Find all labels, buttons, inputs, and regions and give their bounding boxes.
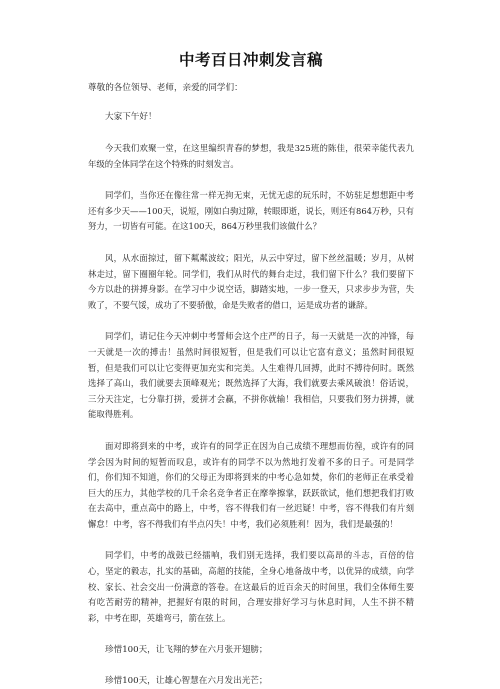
closing-line: 珍惜100天，让飞翔的梦在六月张开翅膀； <box>105 645 268 656</box>
paragraph: 面对即将到来的中考，或许有的同学正在因为自己成绩不理想而仿徨，或许有的同学会因为时间的短暂而叹息，或许有的同学不以为然地打发着不多的日子。可是同学们，你们知不知道，你们的父母正为即将到来的中考心急如焚，你们的老师正在承受着巨大的压力，其他学校的几千余名竞争者正在摩拳擦掌，跃跃欲试，他们想把我们打败在去高中，重点高中的路上，中考，容不得我们有一丝迟疑！中考，容不得我们有片刻懈怠！中考，容不得我们有半点闪失！中考，我们必须胜利！因为，我们是最强的！ <box>88 440 414 529</box>
paragraph: 同学们，中考的战鼓已经擂响，我们别无选择，我们要以高昂的斗志，百倍的信心，坚定的毅志，扎实的基础，高超的技能，全身心地备战中考，以优异的成绩，向学校、家长、社会交出一份满意的答卷。在这最后的近百余天的时间里，我们全体师生要有吃苦耐劳的精神，把握好有限的时间，合理安排好学习与休息时间，人生不拼不精彩，中考在即，英雄弯弓，箭在弦上。 <box>88 550 414 623</box>
greeting: 大家下午好！ <box>105 112 157 122</box>
document-title: 中考百日冲刺发言稿 <box>178 50 323 69</box>
paragraph: 风，从水面掠过，留下粼粼波纹；阳光，从云中穿过，留下丝丝温暖；岁月，从树林走过，留下圈圈年轮。同学们，我们从时代的舞台走过，我们留下什么？我们要留下今方以赴的拼搏身影。在学习中少说空话，脚踏实地，一步一登天，只求步步为营，失败了，不要气馁，成功了不要骄傲，命是失败者的借口，运是成功者的谦辞。 <box>88 252 414 310</box>
paragraph: 同学们，当你还在像往常一样无拘无束，无忧无虑的玩乐时，不妨驻足想想距中考还有多少天——100天，说短，刚如白驹过隙，转眼即逝，说长，则还有864万秒，只有努力，一切皆有可能。在这100天，864万秒里我们该做什么？ <box>88 190 414 232</box>
salutation: 尊敬的各位领导、老师，亲爱的同学们： <box>88 83 243 93</box>
closing-line: 珍惜100天，让雄心智慧在六月发出光芒； <box>105 676 268 687</box>
paragraph: 今天我们欢聚一堂，在这里编织青春的梦想，我是325班的陈佳，很荣幸能代表九年级的全体同学在这个特殊的时刻发言。 <box>88 143 414 169</box>
paragraph: 同学们，请记住今天冲刺中考誓师会这个庄严的日子，每一天就是一次的冲锋，每一天就是一次的搏击！虽然时间很短暂，但是我们可以让它富有意义；虽然时间很短暂，但是我们可以让它变得更加充实和完美。人生难得几回搏，此时不搏待何时。既然选择了高山，我们就要去顶峰观光；既然选择了大海，我们就要去乘风破浪！俗话说，三分天注定，七分靠打拼，爱拼才会赢，不拼你就输！我相信，只要我们努力拼搏，就能取得胜利。 <box>88 331 414 420</box>
